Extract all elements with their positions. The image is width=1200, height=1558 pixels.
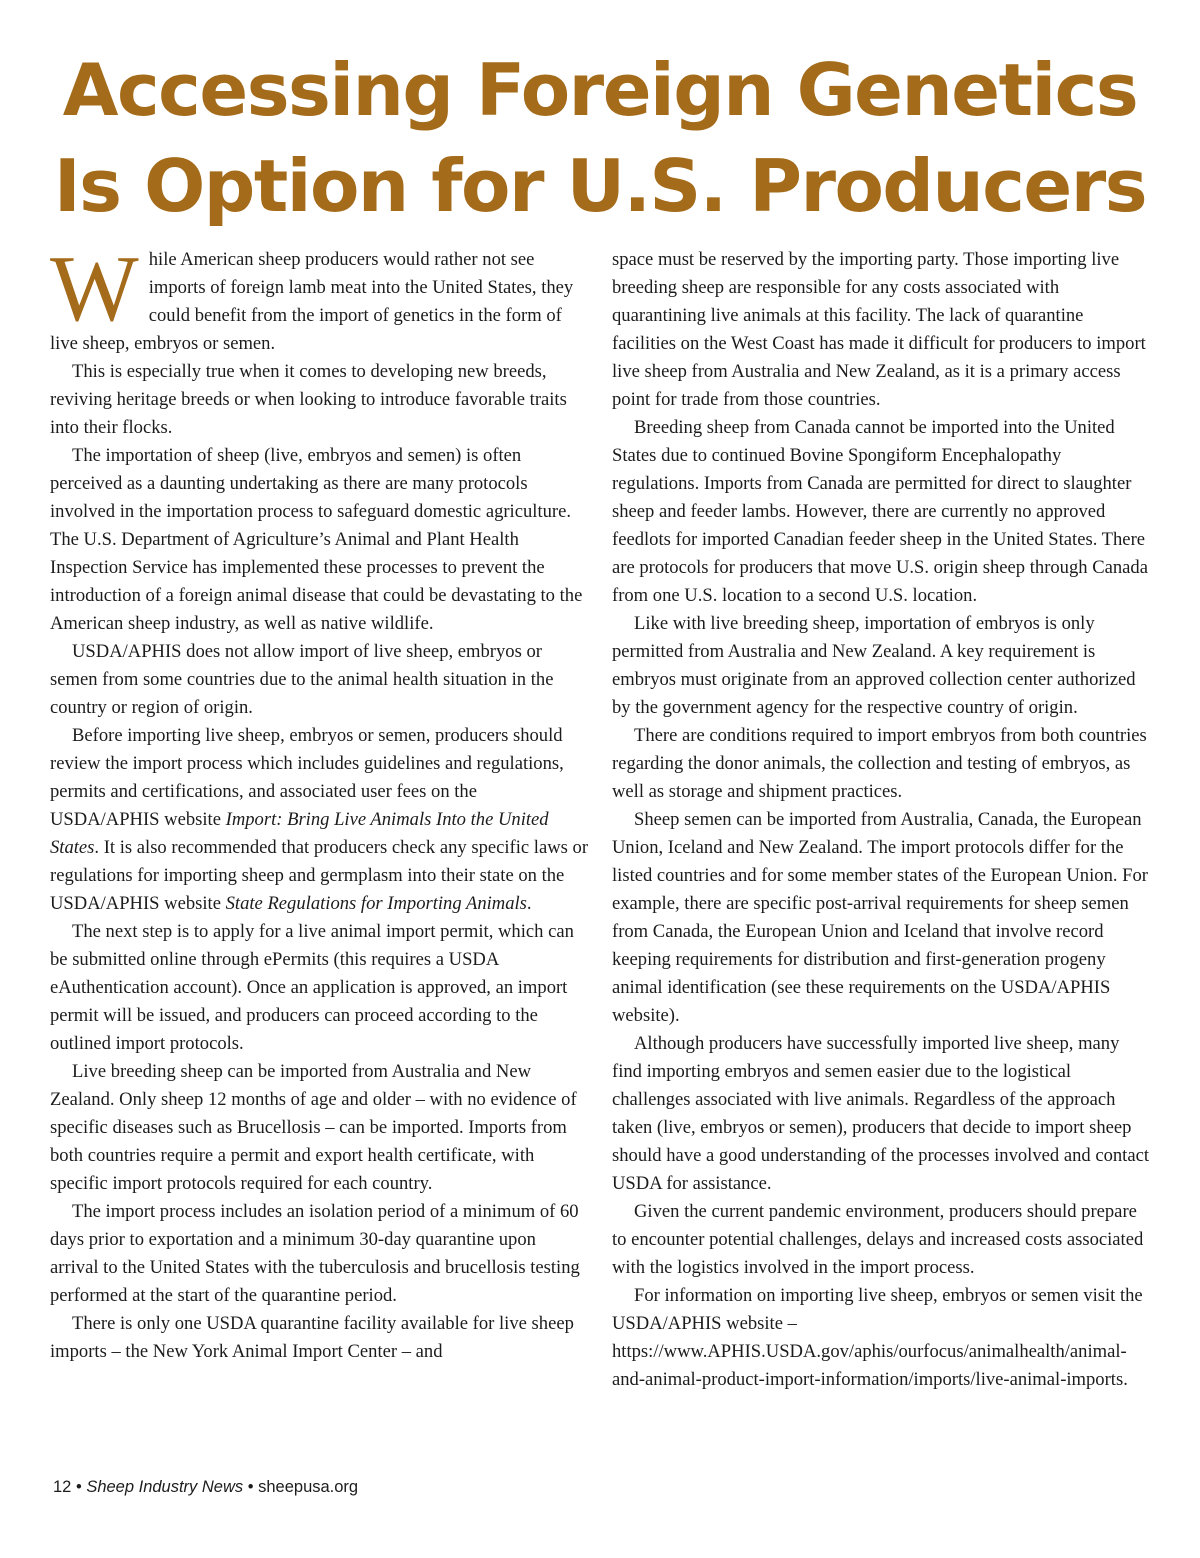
page-footer bbox=[53, 1478, 358, 1497]
paragraph-11: Like with live breeding sheep, importation of embryos is only permitted from Australia and New Zealand. A key requirement is embryos must originate from an approved collection center authorized by the government agency for the respective country of origin. bbox=[612, 613, 1136, 718]
article-body bbox=[50, 246, 1150, 1476]
paragraph-5-text-a: Before importing live sheep, embryos or semen, producers should review the import process which includes guidelines and regulations, permits and certifications, and associated user fees on the USDA/APHIS website bbox=[50, 725, 564, 830]
website-title-state-regulations: State Regulations for Importing Animals bbox=[225, 893, 527, 914]
column-left bbox=[50, 246, 588, 1476]
paragraph-9-continued: space must be reserved by the importing party. Those importing live breeding sheep are responsible for any costs associated with quarantining live animals at this facility. The lack of quarantine facilities on the West Coast has made it difficult for producers to import live sheep from Australia and New Zealand, as it is a primary access point for trade from those countries. bbox=[612, 249, 1146, 410]
paragraph-5-text-c: . It is also recommended that producers check any specific laws or regulations for importing sheep and germplasm into their state on the USDA/APHIS website bbox=[50, 837, 588, 914]
paragraph-5 bbox=[50, 722, 588, 918]
paragraph-13: Sheep semen can be imported from Australia, Canada, the European Union, Iceland and New Zealand. The import protocols differ for the listed countries and for some member states of the European Union. For example, there are specific post-arrival requirements for sheep semen from Canada, the European Union and Iceland that involve record keeping requirements for distribution and first-generation progeny animal identification (see these requirements on the USDA/APHIS website). bbox=[612, 809, 1148, 1026]
headline-line-2: Is Option for U.S. Producers bbox=[53, 144, 1147, 228]
paragraph-14: Although producers have successfully imported live sheep, many find importing embryos and semen easier due to the logistical challenges associated with live animals. Regardless of the approach taken (live, embryos or semen), producers that decide to import sheep should have a good understanding of the processes involved and contact USDA for assistance. bbox=[612, 1033, 1150, 1194]
paragraph-1-text: hile American sheep producers would rather not see imports of foreign lamb meat into the United States, they could benefit from the import of genetics in the form of live sheep, embryos or semen. bbox=[50, 249, 574, 354]
paragraph-1 bbox=[50, 246, 588, 358]
footer-separator: • bbox=[71, 1478, 87, 1496]
paragraph-5-text-e: . bbox=[526, 893, 532, 914]
end-of-article-icon bbox=[1132, 1368, 1148, 1384]
headline-line-1: Accessing Foreign Genetics bbox=[62, 48, 1138, 132]
paragraph-6: The next step is to apply for a live animal import permit, which can be submitted online through ePermits (this requires a USDA eAuthentication account). Once an application is approved, an import permit will be issued, and producers can proceed according to the outlined import protocols. bbox=[50, 921, 574, 1054]
column-right bbox=[612, 246, 1150, 1476]
paragraph-8: The import process includes an isolation period of a minimum of 60 days prior to exportation and a minimum 30-day quarantine upon arrival to the United States with the tuberculosis and brucellosis testing performed at the start of the quarantine period. bbox=[50, 1201, 580, 1306]
website-title-import: Import: Bring Live Animals Into the United States bbox=[50, 809, 549, 858]
paragraph-16-text: For information on importing live sheep, embryos or semen visit the USDA/APHIS website – https://www.APHIS.USDA.gov/aphis/ourfocus/animalhealth/animal-and-animal-product-import-information/imports/live-animal-imports. bbox=[612, 1285, 1143, 1390]
drop-cap: W bbox=[50, 246, 139, 341]
paragraph-4: USDA/APHIS does not allow import of live sheep, embryos or semen from some countries due to the animal health situation in the country or region of origin. bbox=[50, 641, 554, 718]
paragraph-9-start: There is only one USDA quarantine facility available for live sheep imports – the New York Animal Import Center – and bbox=[50, 1313, 574, 1362]
paragraph-15: Given the current pandemic environment, producers should prepare to encounter potential challenges, delays and increased costs associated with the logistics involved in the import process. bbox=[612, 1201, 1144, 1278]
paragraph-3: The importation of sheep (live, embryos and semen) is often perceived as a daunting undertaking as there are many protocols involved in the importation process to safeguard domestic agriculture. The U.S. Department of Agriculture’s Animal and Plant Health Inspection Service has implemented these processes to prevent the introduction of a foreign animal disease that could be devastating to the American sheep industry, as well as native wildlife. bbox=[50, 445, 583, 634]
article-headline bbox=[0, 42, 1200, 234]
paragraph-16 bbox=[612, 1282, 1150, 1394]
paragraph-7: Live breeding sheep can be imported from Australia and New Zealand. Only sheep 12 months of age and older – with no evidence of specific diseases such as Brucellosis – can be imported. Imports from both countries require a permit and export health certificate, with specific import protocols required for each country. bbox=[50, 1061, 577, 1194]
website-url: sheepusa.org bbox=[258, 1478, 359, 1496]
paragraph-10: Breeding sheep from Canada cannot be imported into the United States due to continued Bovine Spongiform Encephalopathy regulations. Imports from Canada are permitted for direct to slaughter sheep and feeder lambs. However, there are currently no approved feedlots for imported Canadian feeder sheep in the United States. There are protocols for producers that move U.S. origin sheep through Canada from one U.S. location to a second U.S. location. bbox=[612, 417, 1148, 606]
paragraph-2: This is especially true when it comes to developing new breeds, reviving heritage breeds or when looking to introduce favorable traits into their flocks. bbox=[50, 361, 567, 438]
paragraph-12: There are conditions required to import embryos from both countries regarding the donor animals, the collection and testing of embryos, as well as storage and shipment practices. bbox=[612, 725, 1147, 802]
footer-separator: • bbox=[243, 1478, 259, 1496]
page-number: 12 bbox=[53, 1478, 72, 1496]
publication-name: Sheep Industry News bbox=[86, 1478, 244, 1496]
